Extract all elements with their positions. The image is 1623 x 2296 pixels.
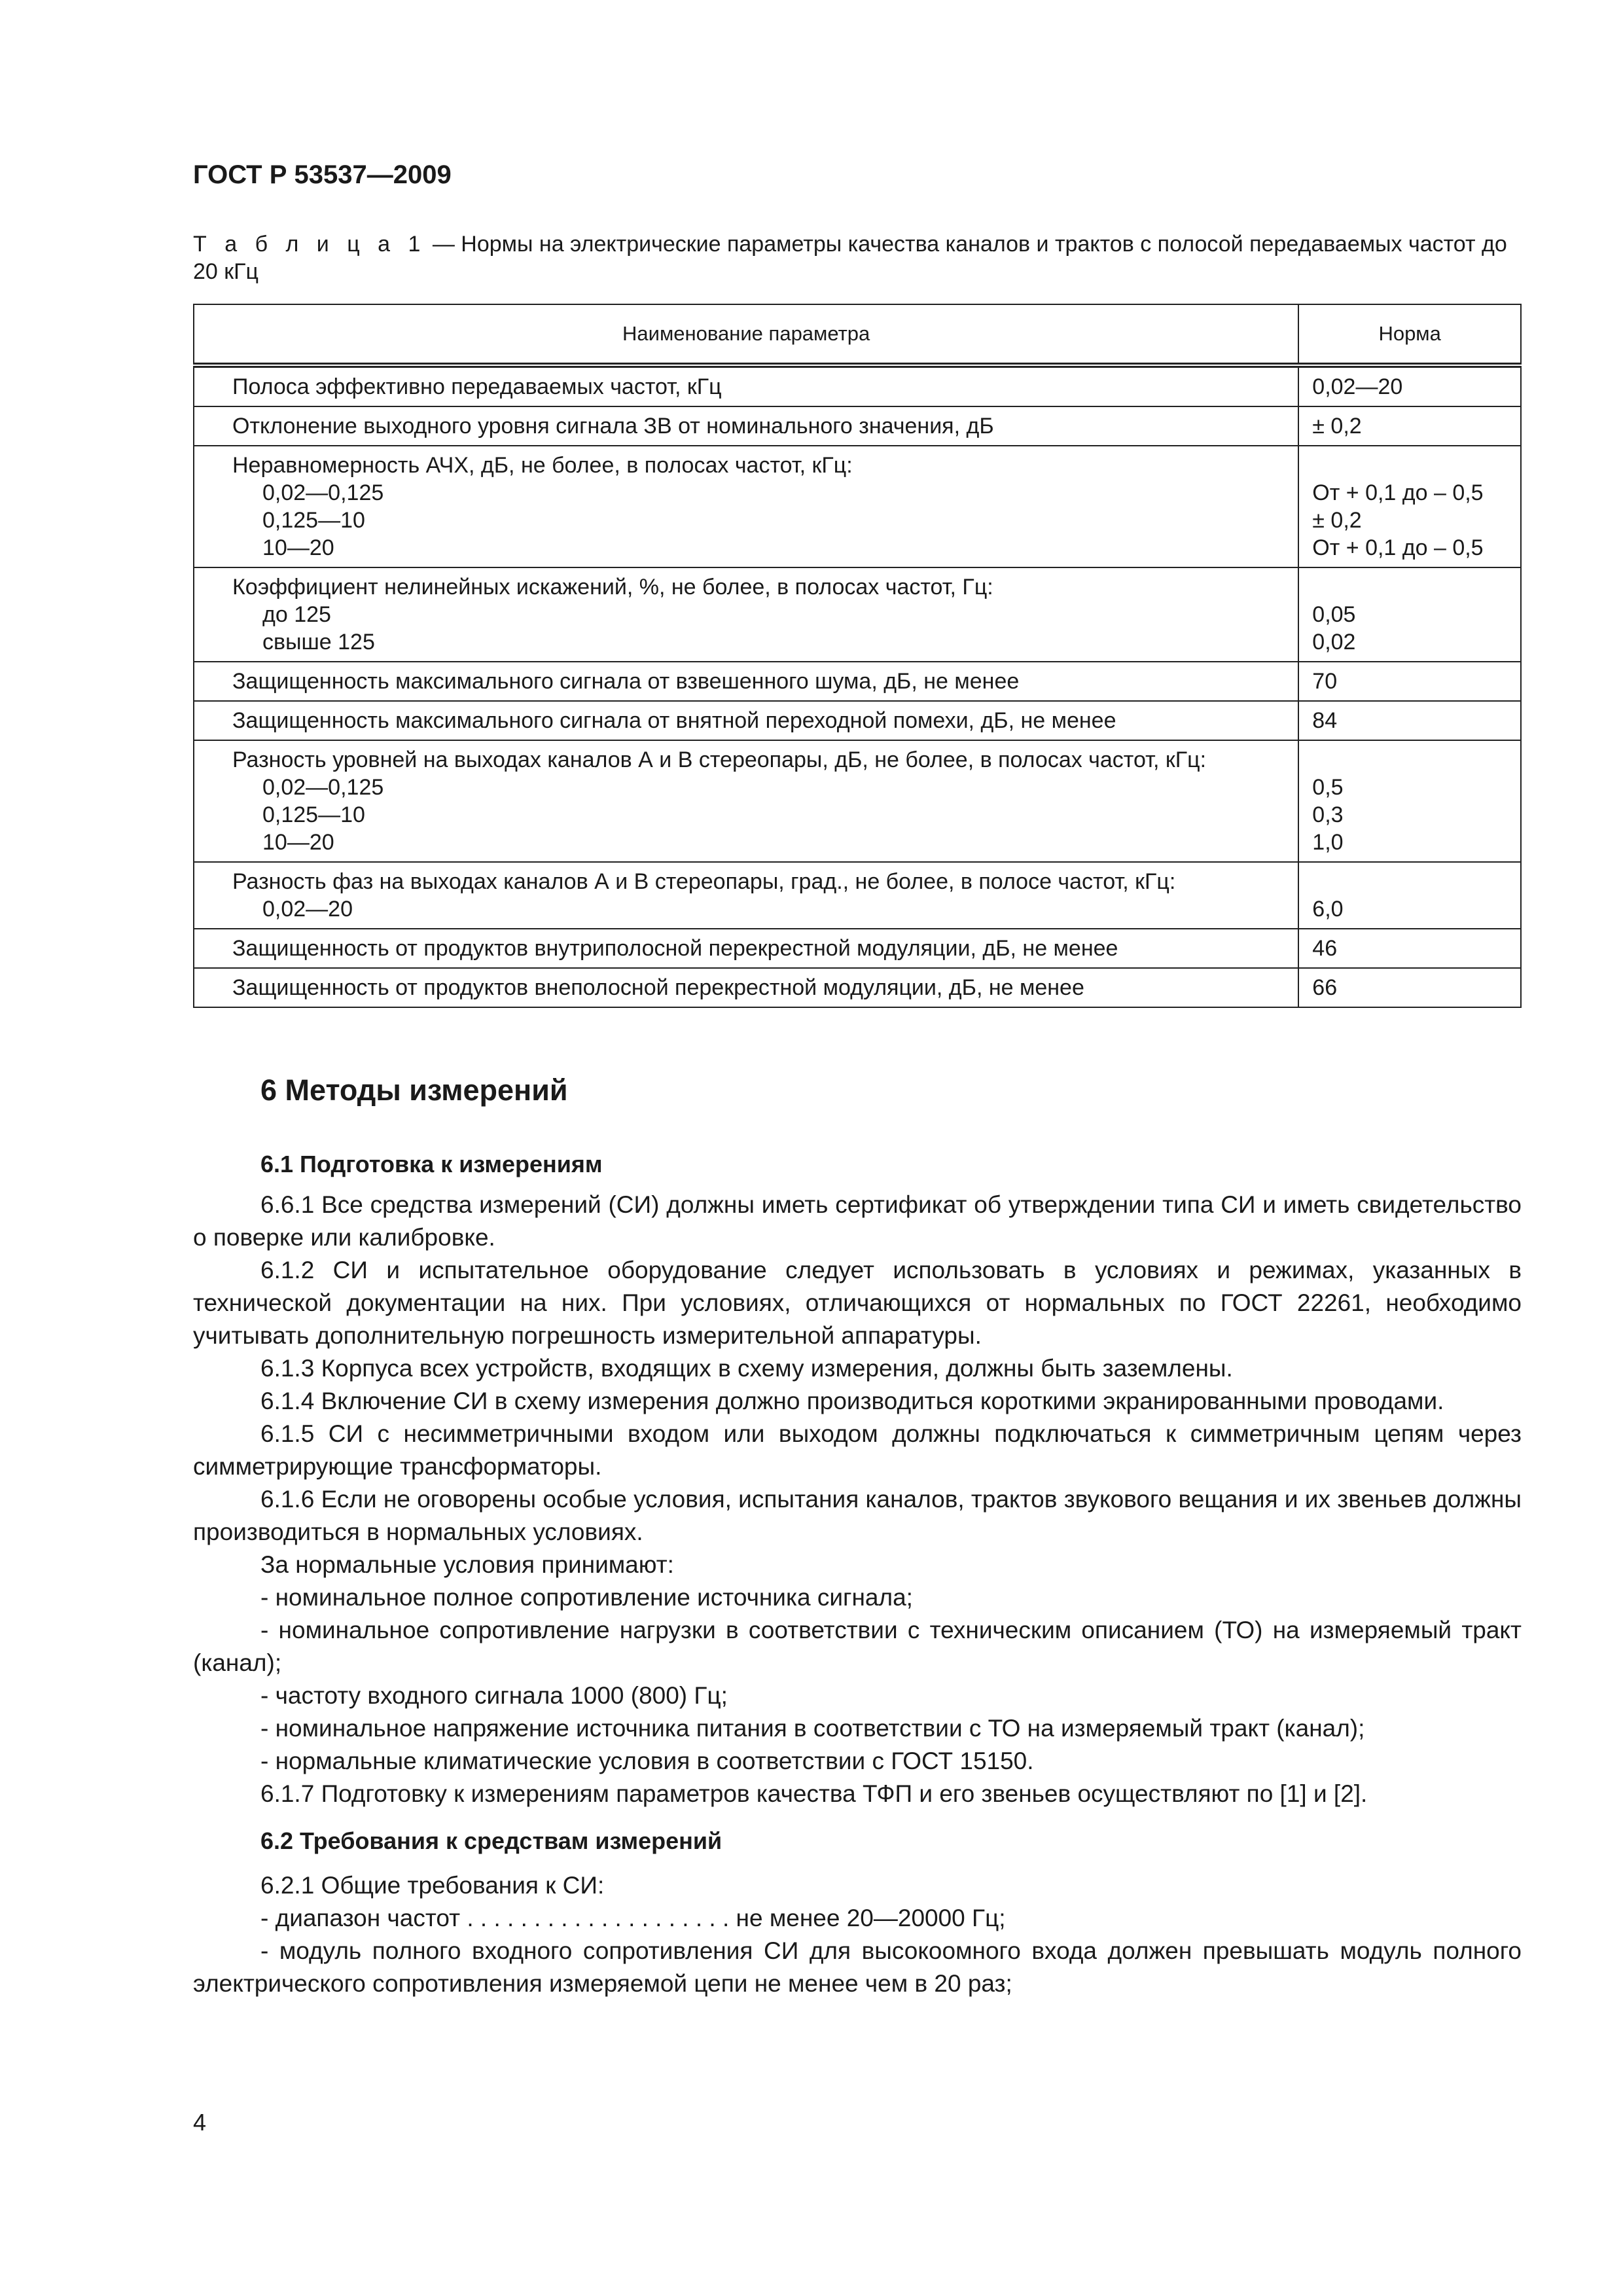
parameter-subrange: 0,125—10 [262,802,365,827]
parameter-name: Защищенность максимального сигнала от взвешенного шума, дБ, не менее [232,669,1020,694]
norm-value: 0,3 [1312,802,1344,827]
document-header: ГОСТ Р 53537—2009 [193,160,452,189]
parameter-cell [194,862,1298,929]
norm-value [1312,452,1507,479]
norm-value: 6,0 [1312,897,1344,922]
norm-value: 0,02 [1312,630,1356,655]
table-caption-label: Т а б л и ц а 1 [193,232,427,257]
parameter-subrange: 0,02—0,125 [262,775,384,800]
table-body [194,365,1521,1007]
parameter-name: Разность фаз на выходах каналов А и В стереопары, град., не более, в полосе частот, кГц: [232,869,1176,894]
table-row [194,406,1521,446]
table-row [194,862,1521,929]
norms-table [193,304,1522,1008]
norm-cell [1298,567,1521,662]
table-row [194,701,1521,740]
section-6-2-title: 6.2 Требования к средствам измерений [260,1827,722,1854]
parameter-name: Полоса эффективно передаваемых частот, кГц [232,374,722,399]
paragraph: - диапазон частот . . . . . . . . . . . . . . . . . . . . не менее 20—20000 Гц; [260,1905,1006,1931]
column-header-norm: Норма [1298,304,1521,365]
paragraph: - номинальное сопротивление нагрузки в соответствии с техническим описанием (ТО) на измеряемый тракт (канал); [193,1617,1522,1676]
paragraph: 6.1.6 Если не оговорены особые условия, испытания каналов, трактов звукового вещания и их звеньев должны производиться в нормальных условиях. [193,1486,1522,1545]
parameter-name: Защищенность от продуктов внеполосной перекрестной модуляции, дБ, не менее [232,975,1084,1000]
table-caption [193,230,1522,285]
parameter-cell [194,446,1298,567]
norm-value: ± 0,2 [1312,414,1362,439]
norm-value: 1,0 [1312,830,1344,855]
norm-cell [1298,446,1521,567]
norm-value [1312,573,1507,601]
parameter-name: Коэффициент нелинейных искажений, %, не более, в полосах частот, Гц: [232,575,993,600]
norm-value: 0,02—20 [1312,374,1403,399]
table-row [194,740,1521,862]
parameter-subrange: 0,125—10 [262,508,365,533]
table-row [194,929,1521,968]
paragraph: - частоту входного сигнала 1000 (800) Гц; [260,1682,728,1709]
norm-cell [1298,929,1521,968]
table-row [194,567,1521,662]
norm-value [1312,868,1507,895]
table-header-row [194,304,1521,365]
parameter-name: Разность уровней на выходах каналов А и В стереопары, дБ, не более, в полосах частот, кГц: [232,747,1207,772]
norm-cell [1298,701,1521,740]
paragraph: 6.6.1 Все средства измерений (СИ) должны иметь сертификат об утверждении типа СИ и иметь свидетельство о поверке или калибровке. [193,1191,1522,1251]
table-caption-text: — Нормы на электрические параметры качества каналов и трактов с полосой передаваемых частот до 20 кГц [193,232,1507,284]
norm-cell [1298,662,1521,701]
norm-value: ± 0,2 [1312,508,1362,533]
norm-value [1312,746,1507,774]
norm-value: 0,5 [1312,775,1344,800]
parameter-name: Неравномерность АЧХ, дБ, не более, в полосах частот, кГц: [232,453,853,478]
norm-value: 0,05 [1312,602,1356,627]
norm-value: 70 [1312,669,1338,694]
parameter-subrange: 10—20 [262,830,334,855]
norm-value: 84 [1312,708,1338,733]
section-6-title: 6 Методы измерений [260,1073,568,1107]
norm-value: 46 [1312,936,1338,961]
parameter-subrange: 0,02—0,125 [262,480,384,505]
paragraph: 6.1.2 СИ и испытательное оборудование следует использовать в условиях и режимах, указанных в технической документации на них. При условиях, отличающихся от нормальных по ГОСТ 22261, необходимо учитывать дополнительную погрешность измерительной аппаратуры. [193,1257,1522,1349]
parameter-cell [194,929,1298,968]
section-6-1-paragraphs [193,1189,1522,1810]
parameter-cell [194,567,1298,662]
parameter-cell [194,740,1298,862]
parameter-cell [194,701,1298,740]
parameter-cell [194,365,1298,406]
norm-cell [1298,406,1521,446]
parameter-subrange: свыше 125 [262,630,375,655]
paragraph: 6.1.5 СИ с несимметричными входом или выходом должны подключаться к симметричным цепям через симметрирующие трансформаторы. [193,1420,1522,1480]
paragraph: - номинальное напряжение источника питания в соответствии с ТО на измеряемый тракт (канал); [260,1715,1365,1742]
page-number: 4 [193,2109,207,2136]
parameter-cell [194,968,1298,1007]
parameter-name: Защищенность максимального сигнала от внятной переходной помехи, дБ, не менее [232,708,1116,733]
section-6-2-paragraphs [193,1869,1522,2000]
parameter-cell [194,662,1298,701]
parameter-subrange: 0,02—20 [262,897,353,922]
paragraph: 6.2.1 Общие требования к СИ: [260,1872,605,1899]
norm-cell [1298,365,1521,406]
norm-cell [1298,740,1521,862]
table-row [194,365,1521,406]
paragraph: - номинальное полное сопротивление источника сигнала; [260,1584,913,1611]
paragraph: За нормальные условия принимают: [260,1551,674,1578]
norm-value: От + 0,1 до – 0,5 [1312,480,1484,505]
parameter-cell [194,406,1298,446]
column-header-parameter: Наименование параметра [194,304,1298,365]
paragraph: 6.1.4 Включение СИ в схему измерения должно производиться короткими экранированными проводами. [260,1388,1444,1414]
norm-value: От + 0,1 до – 0,5 [1312,535,1484,560]
section-6-1-title: 6.1 Подготовка к измерениям [260,1151,603,1177]
paragraph: 6.1.3 Корпуса всех устройств, входящих в схему измерения, должны быть заземлены. [260,1355,1233,1382]
table-row [194,968,1521,1007]
table-row [194,446,1521,567]
table-row [194,662,1521,701]
paragraph: - нормальные климатические условия в соответствии с ГОСТ 15150. [260,1748,1034,1774]
parameter-name: Отклонение выходного уровня сигнала ЗВ от номинального значения, дБ [232,414,994,439]
body-text [193,1189,1522,2000]
norm-cell [1298,968,1521,1007]
norm-value: 66 [1312,975,1338,1000]
paragraph: - модуль полного входного сопротивления СИ для высокоомного входа должен превышать модуль полного электрического сопротивления измеряемой цепи не менее чем в 20 раз; [193,1937,1522,1997]
parameter-subrange: до 125 [262,602,331,627]
parameter-subrange: 10—20 [262,535,334,560]
parameter-name: Защищенность от продуктов внутриполосной перекрестной модуляции, дБ, не менее [232,936,1118,961]
paragraph: 6.1.7 Подготовку к измерениям параметров качества ТФП и его звеньев осуществляют по [1] и [2]. [260,1780,1368,1807]
norm-cell [1298,862,1521,929]
